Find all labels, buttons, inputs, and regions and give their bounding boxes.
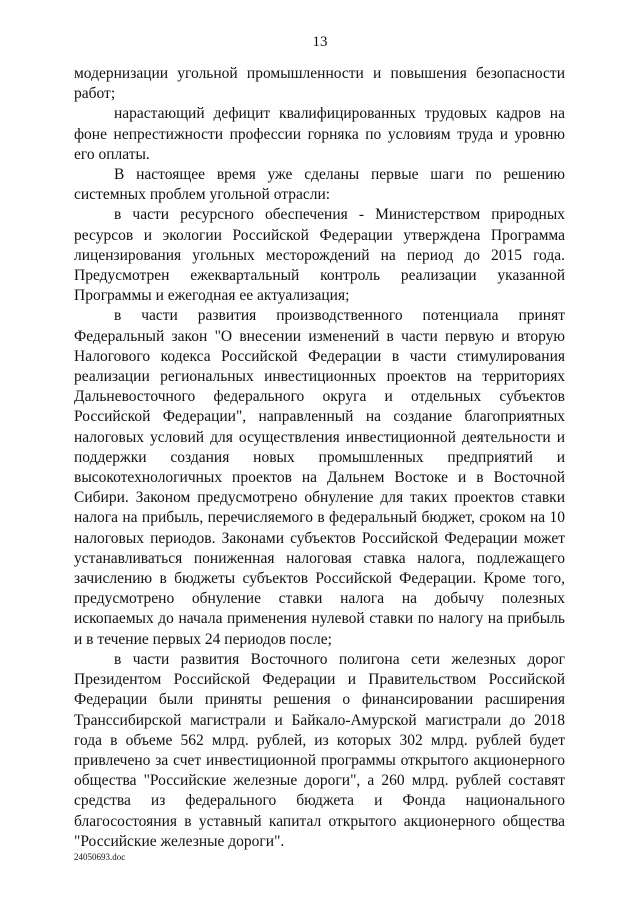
paragraph-resource-provision: в части ресурсного обеспечения - Министерством природных ресурсов и экологии Российской Федерации утверждена Программа лицензирования угольных месторождений на период до 2015 года. Предусмотрен ежеквартальный контроль реализации указанной Программы и ежегодная ее актуализация; (74, 206, 565, 305)
document-body (74, 64, 565, 852)
footer-document-code: 24050693.doc (74, 852, 126, 862)
paragraph-eastern-railway: в части развития Восточного полигона сети железных дорог Президентом Российской Федерации и Правительством Российской Федерации были приняты решения о финансировании расширения Транссибирской магистрали и Байкало-Амурской магистрали до 2018 года в объеме 562 млрд. рублей, из которых 302 млрд. рублей будет привлечено за счет инвестиционной программы открытого акционерного общества "Российские железные дороги", а 260 млрд. рублей составят средства из федерального бюджета и Фонда национального благосостояния в уставный капитал открытого акционерного общества "Российские железные дороги". (74, 650, 565, 850)
paragraph-labor-deficit: нарастающий дефицит квалифицированных трудовых кадров на фоне непрестижности профессии горняка по условиям труда и уровню его оплаты. (74, 105, 565, 163)
paragraph-first-steps: В настоящее время уже сделаны первые шаги по решению системных проблем угольной отрасли: (74, 166, 565, 204)
paragraph-production-potential: в части развития производственного потенциала принят Федеральный закон "О внесении изменений в части первую и вторую Налогового кодекса Российской Федерации в части стимулирования реализации региональных инвестиционных проектов на территориях Дальневосточного федерального округа и отдельных субъектов Российской Федерации", направленный на создание благоприятных налоговых условий для осуществления инвестиционной деятельности и поддержки создания новых промышленных предприятий и высокотехнологичных проектов на Дальнем Востоке и в Восточной Сибири. Законом предусмотрено обнуление для таких проектов ставки налога на прибыль, перечисляемого в федеральный бюджет, сроком на 10 налоговых периодов. Законами субъектов Российской Федерации может устанавливаться пониженная налоговая ставка налога, подлежащего зачислению в бюджеты субъектов Российской Федерации. Кроме того, предусмотрено обнуление ставки налога на добычу полезных ископаемых до начала применения нулевой ставки по налогу на прибыль и в течение первых 24 периодов после; (74, 307, 565, 648)
page-number: 13 (312, 34, 328, 50)
paragraph-modernization: модернизации угольной промышленности и повышения безопасности работ; (74, 65, 565, 103)
